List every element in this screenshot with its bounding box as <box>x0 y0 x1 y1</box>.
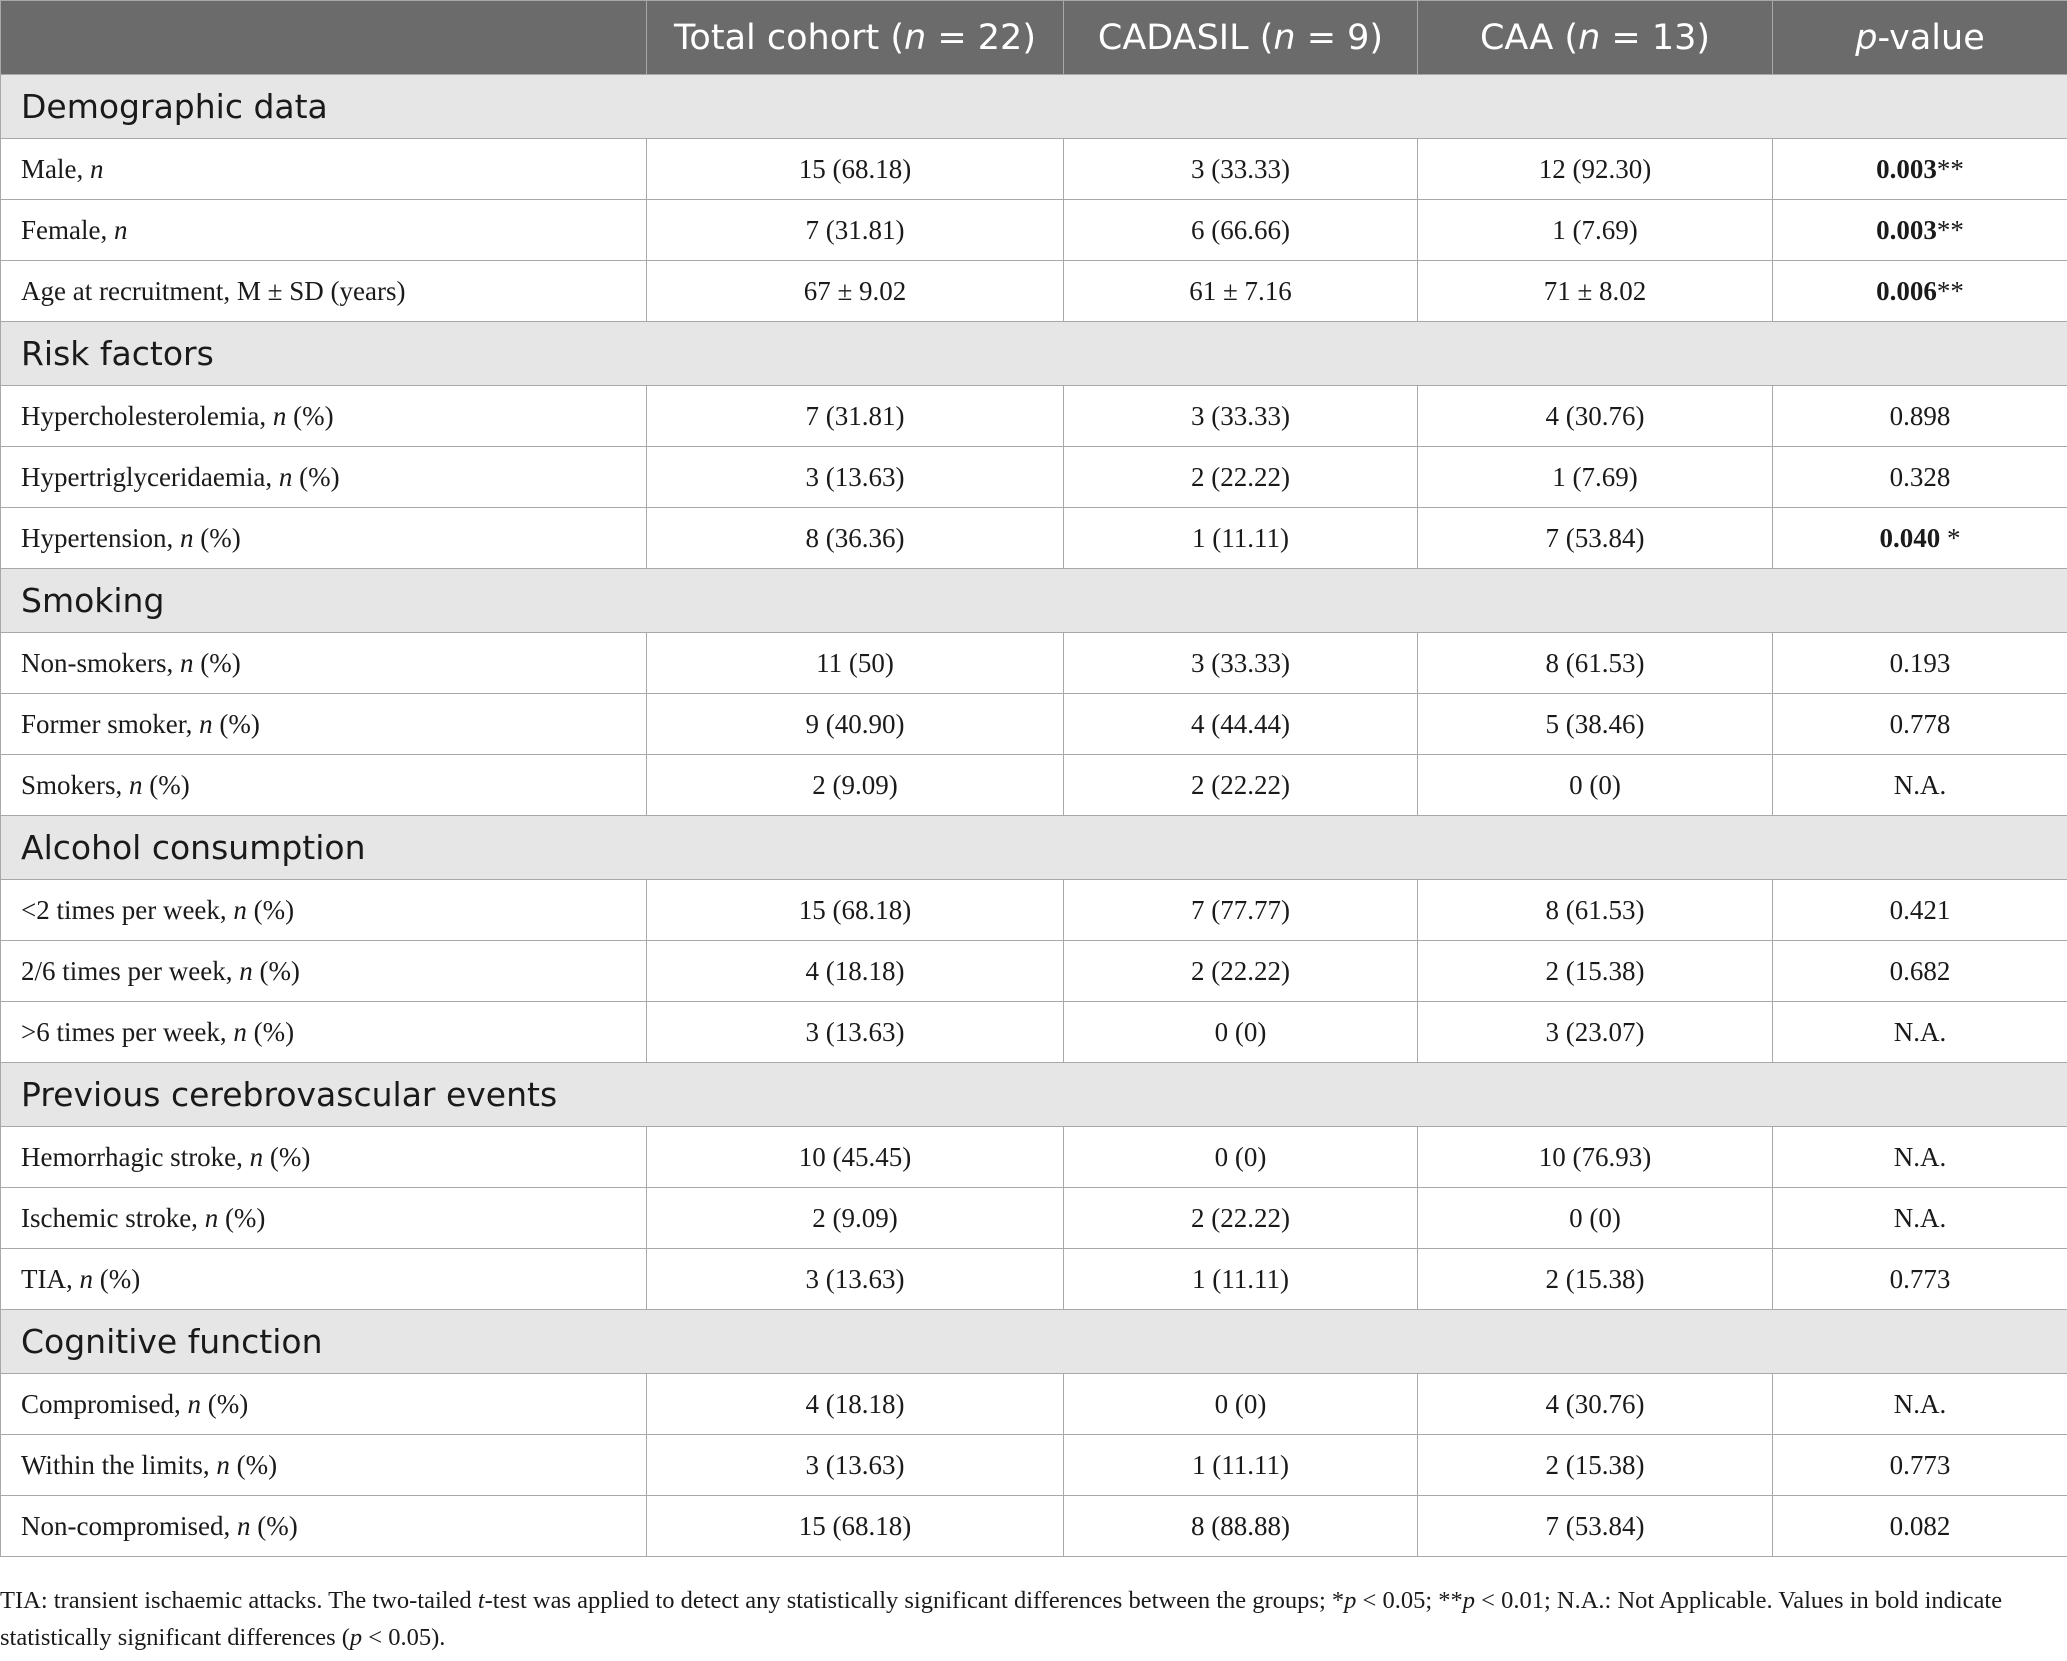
row-label-n: n <box>204 1202 219 1233</box>
table-row <box>1 694 2067 755</box>
cell-caa: 2 (15.38) <box>1418 1249 1773 1310</box>
cell-caa: 2 (15.38) <box>1418 1435 1773 1496</box>
cell-total: 4 (18.18) <box>647 1374 1064 1435</box>
table-row <box>1 200 2067 261</box>
row-label-n: n <box>233 1016 247 1047</box>
cell-p-value <box>1773 941 2067 1002</box>
cell-p-value <box>1773 1127 2067 1188</box>
header-cadasil-b: = 9) <box>1295 17 1384 58</box>
header-row <box>1 1 2067 75</box>
cell-total: 3 (13.63) <box>647 447 1064 508</box>
section-row <box>1 816 2067 880</box>
row-label-text: Smokers, <box>21 769 129 800</box>
cell-p-value <box>1773 508 2067 569</box>
cell-total: 11 (50) <box>647 633 1064 694</box>
table-row <box>1 1496 2067 1557</box>
p-value-number: 0.193 <box>1889 647 1951 678</box>
row-label-tail: (%) <box>193 647 241 678</box>
row-label-tail: (%) <box>246 894 295 925</box>
footnote-part-1: TIA: transient ischaemic attacks. The two-tailed <box>0 1587 478 1614</box>
row-label-n: n <box>179 522 194 553</box>
table-row <box>1 1374 2067 1435</box>
p-value-number: 0.082 <box>1889 1510 1951 1541</box>
footnote-p-b: p <box>1462 1587 1475 1614</box>
table-row <box>1 386 2067 447</box>
cell-p-value <box>1773 1435 2067 1496</box>
row-label-tail: (%) <box>212 708 260 739</box>
row-label <box>1 755 647 816</box>
section-title: Alcohol consumption <box>1 816 2067 880</box>
row-label <box>1 1127 647 1188</box>
table-row <box>1 1127 2067 1188</box>
row-label-tail: (%) <box>292 461 340 492</box>
row-label-n: n <box>187 1388 201 1419</box>
row-label <box>1 941 647 1002</box>
cell-cadasil: 3 (33.33) <box>1064 633 1418 694</box>
row-label-n: n <box>249 1141 264 1172</box>
cell-caa: 3 (23.07) <box>1418 1002 1773 1063</box>
table-row <box>1 1435 2067 1496</box>
table-row <box>1 755 2067 816</box>
footnote-t: t <box>477 1587 485 1614</box>
row-label <box>1 1435 647 1496</box>
footnote-part-5: < 0.05). <box>362 1624 446 1651</box>
row-label-tail: (%) <box>201 1388 249 1419</box>
section-title: Previous cerebrovascular events <box>1 1063 2067 1127</box>
cell-cadasil: 2 (22.22) <box>1064 1188 1418 1249</box>
section-row <box>1 75 2067 139</box>
cell-caa: 12 (92.30) <box>1418 139 1773 200</box>
row-label <box>1 447 647 508</box>
cell-caa: 1 (7.69) <box>1418 200 1773 261</box>
cell-p-value <box>1773 880 2067 941</box>
cell-cadasil: 4 (44.44) <box>1064 694 1418 755</box>
p-value-number: 0.773 <box>1889 1449 1951 1480</box>
row-label-n: n <box>79 1263 93 1294</box>
table-row <box>1 633 2067 694</box>
row-label-n: n <box>179 647 194 678</box>
row-label-text: Hypertriglyceridaemia, <box>21 461 279 492</box>
cell-total: 2 (9.09) <box>647 755 1064 816</box>
cell-total: 3 (13.63) <box>647 1435 1064 1496</box>
table-row <box>1 941 2067 1002</box>
footnote-part-3: < 0.05; ** <box>1356 1587 1463 1614</box>
row-label-n: n <box>113 214 128 245</box>
row-label-tail: (%) <box>193 522 241 553</box>
cell-cadasil: 0 (0) <box>1064 1127 1418 1188</box>
cell-cadasil: 1 (11.11) <box>1064 508 1418 569</box>
header-total-cohort <box>647 1 1064 75</box>
row-label-n: n <box>236 1510 251 1541</box>
row-label <box>1 1496 647 1557</box>
row-label-tail: (%) <box>142 769 190 800</box>
row-label-n: n <box>216 1449 230 1480</box>
row-label-n: n <box>278 461 293 492</box>
row-label-text: Compromised, <box>21 1388 188 1419</box>
row-label-n: n <box>239 955 253 986</box>
p-value-number: 0.778 <box>1889 708 1951 739</box>
cell-total: 10 (45.45) <box>647 1127 1064 1188</box>
row-label-text: Male, <box>21 153 90 184</box>
p-value-number: 0.773 <box>1889 1263 1951 1294</box>
row-label-text: 2/6 times per week, <box>21 955 240 986</box>
table-row <box>1 1249 2067 1310</box>
cell-p-value <box>1773 139 2067 200</box>
row-label <box>1 1374 647 1435</box>
row-label-text: Hypertension, <box>21 522 180 553</box>
p-value-number: 0.898 <box>1889 400 1951 431</box>
row-label-text: <2 times per week, <box>21 894 234 925</box>
row-label-text: Within the limits, <box>21 1449 217 1480</box>
section-title: Risk factors <box>1 322 2067 386</box>
p-value-number: N.A. <box>1893 1141 1947 1172</box>
header-caa-a: CAA ( <box>1479 17 1579 58</box>
cell-cadasil: 0 (0) <box>1064 1002 1418 1063</box>
cell-cadasil: 7 (77.77) <box>1064 880 1418 941</box>
cell-total: 2 (9.09) <box>647 1188 1064 1249</box>
cell-caa: 7 (53.84) <box>1418 508 1773 569</box>
table-row <box>1 1188 2067 1249</box>
footnote-p-a: p <box>1344 1587 1357 1614</box>
row-label-text: Non-smokers, <box>21 647 180 678</box>
section-row <box>1 1063 2067 1127</box>
header-p-value <box>1773 1 2067 75</box>
p-value-number: 0.682 <box>1889 955 1951 986</box>
cell-total: 7 (31.81) <box>647 200 1064 261</box>
p-value-number: 0.421 <box>1889 894 1951 925</box>
header-p-italic: p <box>1855 17 1878 58</box>
row-label-text: >6 times per week, <box>21 1016 234 1047</box>
row-label <box>1 386 647 447</box>
cell-p-value <box>1773 755 2067 816</box>
row-label-text: Hypercholesterolemia, <box>21 400 273 431</box>
header-total-n: n <box>904 17 927 58</box>
cell-total: 15 (68.18) <box>647 880 1064 941</box>
row-label-tail: (%) <box>218 1202 266 1233</box>
cell-total: 9 (40.90) <box>647 694 1064 755</box>
header-p-rest: -value <box>1877 17 1985 58</box>
cell-p-value <box>1773 1374 2067 1435</box>
row-label <box>1 633 647 694</box>
cell-caa: 0 (0) <box>1418 1188 1773 1249</box>
cell-caa: 4 (30.76) <box>1418 386 1773 447</box>
header-cadasil-a: CADASIL ( <box>1097 17 1274 58</box>
row-label-text: Non-compromised, <box>21 1510 237 1541</box>
p-value-number: 0.328 <box>1889 461 1951 492</box>
cell-total: 8 (36.36) <box>647 508 1064 569</box>
p-value-significance: ** <box>1936 214 1964 245</box>
cell-cadasil: 8 (88.88) <box>1064 1496 1418 1557</box>
row-label <box>1 200 647 261</box>
cell-p-value <box>1773 200 2067 261</box>
cell-p-value <box>1773 1002 2067 1063</box>
header-blank <box>1 1 647 75</box>
cell-caa: 10 (76.93) <box>1418 1127 1773 1188</box>
row-label-tail: (%) <box>250 1510 298 1541</box>
cell-total: 4 (18.18) <box>647 941 1064 1002</box>
row-label-text: Hemorrhagic stroke, <box>21 1141 250 1172</box>
section-title: Demographic data <box>1 75 2067 139</box>
header-total-b: = 22) <box>926 17 1036 58</box>
cell-p-value <box>1773 261 2067 322</box>
footnote-part-4: < 0.01; N.A.: Not Applicable. Values in bold indicate statistically significant differences ( <box>0 1587 2003 1651</box>
cell-p-value <box>1773 386 2067 447</box>
table-footnote <box>0 1582 2060 1656</box>
cell-caa: 71 ± 8.02 <box>1418 261 1773 322</box>
p-value-significance: * <box>1940 522 1961 553</box>
cell-p-value <box>1773 1249 2067 1310</box>
p-value-number: 0.003 <box>1876 214 1937 245</box>
cell-cadasil: 6 (66.66) <box>1064 200 1418 261</box>
p-value-number: N.A. <box>1893 1388 1947 1419</box>
cell-cadasil: 2 (22.22) <box>1064 755 1418 816</box>
cell-cadasil: 1 (11.11) <box>1064 1249 1418 1310</box>
cell-p-value <box>1773 633 2067 694</box>
cell-total: 15 (68.18) <box>647 1496 1064 1557</box>
p-value-significance: ** <box>1936 153 1964 184</box>
cell-cadasil: 1 (11.11) <box>1064 1435 1418 1496</box>
row-label <box>1 880 647 941</box>
cell-caa: 8 (61.53) <box>1418 880 1773 941</box>
row-label <box>1 1249 647 1310</box>
p-value-number: 0.006 <box>1876 275 1937 306</box>
table-row <box>1 139 2067 200</box>
cell-cadasil: 0 (0) <box>1064 1374 1418 1435</box>
header-total-a: Total cohort ( <box>674 17 905 58</box>
cell-p-value <box>1773 694 2067 755</box>
row-label-tail: (%) <box>229 1449 278 1480</box>
row-label-tail: (%) <box>286 400 334 431</box>
cell-caa: 7 (53.84) <box>1418 1496 1773 1557</box>
row-label <box>1 139 647 200</box>
p-value-significance: ** <box>1936 275 1964 306</box>
cell-cadasil: 2 (22.22) <box>1064 447 1418 508</box>
cell-total: 67 ± 9.02 <box>647 261 1064 322</box>
p-value-number: 0.040 <box>1879 522 1941 553</box>
row-label-text: TIA, <box>21 1263 80 1294</box>
row-label <box>1 1002 647 1063</box>
row-label-tail: (%) <box>252 955 300 986</box>
row-label-n: n <box>233 894 247 925</box>
p-value-number: N.A. <box>1893 1016 1947 1047</box>
table-body <box>1 75 2067 1557</box>
row-label <box>1 1188 647 1249</box>
cell-cadasil: 3 (33.33) <box>1064 386 1418 447</box>
header-caa-n: n <box>1578 17 1601 58</box>
section-title: Cognitive function <box>1 1310 2067 1374</box>
cell-caa: 0 (0) <box>1418 755 1773 816</box>
row-label-tail: (%) <box>92 1263 141 1294</box>
cell-cadasil: 3 (33.33) <box>1064 139 1418 200</box>
cell-caa: 5 (38.46) <box>1418 694 1773 755</box>
header-cadasil-n: n <box>1273 17 1296 58</box>
cell-caa: 4 (30.76) <box>1418 1374 1773 1435</box>
cell-caa: 2 (15.38) <box>1418 941 1773 1002</box>
row-label-n: n <box>272 400 287 431</box>
row-label-n: n <box>129 769 143 800</box>
cell-total: 15 (68.18) <box>647 139 1064 200</box>
cell-total: 3 (13.63) <box>647 1002 1064 1063</box>
footnote-part-2: -test was applied to detect any statistically significant differences between the groups; * <box>484 1587 1345 1614</box>
section-row <box>1 322 2067 386</box>
table-row <box>1 880 2067 941</box>
header-cadasil <box>1064 1 1418 75</box>
header-caa-b: = 13) <box>1600 17 1711 58</box>
cell-p-value <box>1773 1188 2067 1249</box>
cell-cadasil: 2 (22.22) <box>1064 941 1418 1002</box>
row-label-n: n <box>199 708 213 739</box>
section-title: Smoking <box>1 569 2067 633</box>
table-row <box>1 261 2067 322</box>
row-label-tail: (%) <box>263 1141 311 1172</box>
table-row <box>1 1002 2067 1063</box>
header-caa <box>1418 1 1773 75</box>
row-label-text: Ischemic stroke, <box>21 1202 205 1233</box>
footnote-p-c: p <box>349 1624 363 1651</box>
section-row <box>1 569 2067 633</box>
row-label <box>1 694 647 755</box>
row-label-text: Age at recruitment, M ± SD (years) <box>21 275 406 306</box>
cell-p-value <box>1773 447 2067 508</box>
p-value-number: 0.003 <box>1876 153 1937 184</box>
section-row <box>1 1310 2067 1374</box>
row-label <box>1 508 647 569</box>
cell-caa: 1 (7.69) <box>1418 447 1773 508</box>
row-label-tail: (%) <box>246 1016 295 1047</box>
p-value-number: N.A. <box>1893 769 1947 800</box>
cell-total: 3 (13.63) <box>647 1249 1064 1310</box>
cell-caa: 8 (61.53) <box>1418 633 1773 694</box>
table-row <box>1 508 2067 569</box>
row-label <box>1 261 647 322</box>
row-label-text: Former smoker, <box>21 708 200 739</box>
cell-cadasil: 61 ± 7.16 <box>1064 261 1418 322</box>
row-label-text: Female, <box>21 214 114 245</box>
cell-p-value <box>1773 1496 2067 1557</box>
row-label-n: n <box>89 153 104 184</box>
table-row <box>1 447 2067 508</box>
cell-total: 7 (31.81) <box>647 386 1064 447</box>
p-value-number: N.A. <box>1893 1202 1947 1233</box>
